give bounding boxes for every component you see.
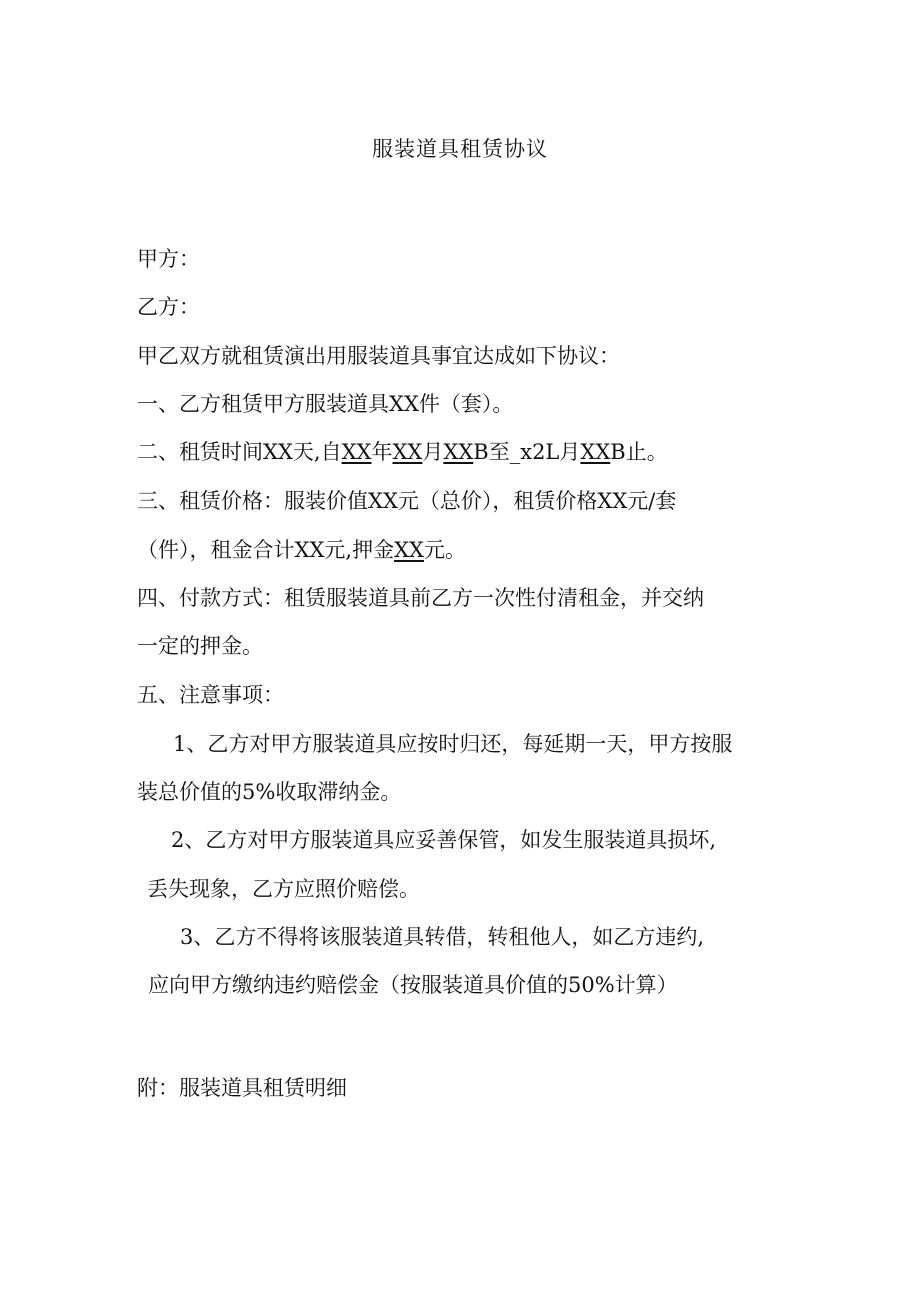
party-b-label: 乙方： <box>137 295 200 319</box>
clause-3-line-2 <box>137 536 466 564</box>
clause-2-text: B至_x2L月 <box>473 440 581 464</box>
year-value: XX <box>341 440 372 464</box>
party-a-label: 甲方： <box>137 247 200 271</box>
clause-2-text: B止。 <box>610 440 668 464</box>
note-3-line-1: 3、乙方不得将该服装道具转借，转租他人，如乙方违约, <box>180 925 705 949</box>
clause-2-text: 年 <box>371 440 393 464</box>
clause-5-heading: 五、注意事项： <box>137 683 284 707</box>
clause-3-text: （件），租金合计XX元,押金 <box>137 538 395 562</box>
deposit-value: XX <box>394 538 424 562</box>
clause-4-line-1: 四、付款方式：租赁服装道具前乙方一次性付清租金，并交纳 <box>137 586 704 610</box>
end-day-value: XX <box>580 440 611 464</box>
clause-2-text: 月 <box>422 440 444 464</box>
clause-3-line-1: 三、租赁价格：服装价值XX元（总价），租赁价格XX元/套 <box>137 489 677 513</box>
clause-1: 一、乙方租赁甲方服装道具XX件（套）。 <box>137 392 514 416</box>
document-title: 服装道具租赁协议 <box>372 137 548 161</box>
note-2-line-2: 丢失现象，乙方应照价赔偿。 <box>147 877 420 901</box>
clause-4-line-2: 一定的押金。 <box>137 634 263 658</box>
note-1-line-1: 1、乙方对甲方服装道具应按时归还，每延期一天，甲方按服 <box>173 732 733 756</box>
note-1-line-2: 装总价值的5%收取滞纳金。 <box>137 780 402 804</box>
note-2-line-1: 2、乙方对甲方服装道具应妥善保管，如发生服装道具损坏, <box>171 828 717 852</box>
intro-paragraph: 甲乙双方就租赁演出用服装道具事宜达成如下协议： <box>137 344 620 368</box>
day-value: XX <box>443 440 474 464</box>
attachment-note: 附：服装道具租赁明细 <box>137 1076 347 1100</box>
month-value: XX <box>392 440 423 464</box>
clause-3-text: 元。 <box>423 538 466 562</box>
note-3-line-2: 应向甲方缴纳违约赔偿金（按服装道具价值的50%计算） <box>148 973 678 997</box>
clause-2 <box>137 438 668 466</box>
clause-2-text: 二、租赁时间XX天,自 <box>137 440 342 464</box>
